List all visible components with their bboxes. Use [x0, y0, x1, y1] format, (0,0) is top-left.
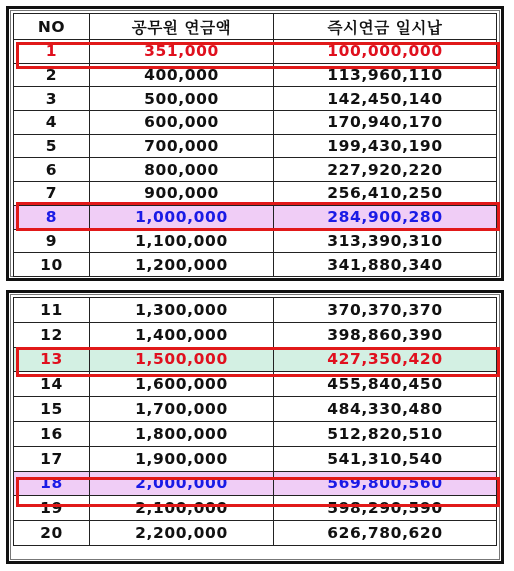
row-no: 7 — [14, 182, 90, 206]
table-header-row — [14, 14, 497, 40]
table-row — [14, 471, 497, 496]
table-body-bottom — [14, 298, 497, 546]
table-row — [14, 87, 497, 111]
row-pension-amount: 400,000 — [90, 63, 274, 87]
table-row — [14, 397, 497, 422]
row-lump-sum: 512,820,510 — [274, 421, 497, 446]
row-no: 17 — [14, 446, 90, 471]
row-no: 11 — [14, 298, 90, 323]
row-pension-amount: 1,400,000 — [90, 322, 274, 347]
row-no: 5 — [14, 134, 90, 158]
row-lump-sum: 626,780,620 — [274, 521, 497, 546]
row-lump-sum: 284,900,280 — [274, 205, 497, 229]
row-pension-amount: 1,000,000 — [90, 205, 274, 229]
table-row — [14, 205, 497, 229]
table-row — [14, 134, 497, 158]
table-row — [14, 446, 497, 471]
table-row — [14, 111, 497, 135]
table-row — [14, 40, 497, 64]
row-lump-sum: 113,960,110 — [274, 63, 497, 87]
row-no: 12 — [14, 322, 90, 347]
row-pension-amount: 1,700,000 — [90, 397, 274, 422]
row-no: 2 — [14, 63, 90, 87]
row-pension-amount: 1,100,000 — [90, 229, 274, 253]
row-no: 1 — [14, 40, 90, 64]
row-lump-sum: 569,800,560 — [274, 471, 497, 496]
table-row — [14, 182, 497, 206]
row-lump-sum: 100,000,000 — [274, 40, 497, 64]
row-lump-sum: 313,390,310 — [274, 229, 497, 253]
row-lump-sum: 370,370,370 — [274, 298, 497, 323]
table-row — [14, 521, 497, 546]
row-no: 4 — [14, 111, 90, 135]
table-row — [14, 421, 497, 446]
table-row — [14, 496, 497, 521]
table-row — [14, 229, 497, 253]
row-lump-sum: 199,430,190 — [274, 134, 497, 158]
row-lump-sum: 142,450,140 — [274, 87, 497, 111]
row-pension-amount: 600,000 — [90, 111, 274, 135]
row-no: 15 — [14, 397, 90, 422]
table-body-top — [14, 40, 497, 277]
top-table-panel — [6, 6, 504, 281]
row-pension-amount: 1,300,000 — [90, 298, 274, 323]
header-pension-amount: 공무원 연금액 — [90, 14, 274, 40]
row-lump-sum: 598,290,590 — [274, 496, 497, 521]
table-row — [14, 372, 497, 397]
row-pension-amount: 1,800,000 — [90, 421, 274, 446]
table-row — [14, 158, 497, 182]
row-no: 3 — [14, 87, 90, 111]
row-lump-sum: 398,860,390 — [274, 322, 497, 347]
row-no: 8 — [14, 205, 90, 229]
row-pension-amount: 1,600,000 — [90, 372, 274, 397]
row-lump-sum: 256,410,250 — [274, 182, 497, 206]
row-pension-amount: 2,100,000 — [90, 496, 274, 521]
row-no: 14 — [14, 372, 90, 397]
bottom-table-panel — [6, 290, 504, 564]
row-lump-sum: 227,920,220 — [274, 158, 497, 182]
row-pension-amount: 800,000 — [90, 158, 274, 182]
row-pension-amount: 1,200,000 — [90, 253, 274, 277]
row-no: 6 — [14, 158, 90, 182]
row-pension-amount: 2,200,000 — [90, 521, 274, 546]
table-row — [14, 347, 497, 372]
row-no: 10 — [14, 253, 90, 277]
row-lump-sum: 541,310,540 — [274, 446, 497, 471]
table-row — [14, 63, 497, 87]
row-lump-sum: 341,880,340 — [274, 253, 497, 277]
header-no: NO — [14, 14, 90, 40]
pension-table-bottom — [13, 297, 497, 546]
table-row — [14, 253, 497, 277]
row-pension-amount: 351,000 — [90, 40, 274, 64]
row-no: 19 — [14, 496, 90, 521]
row-pension-amount: 700,000 — [90, 134, 274, 158]
row-pension-amount: 2,000,000 — [90, 471, 274, 496]
row-no: 9 — [14, 229, 90, 253]
row-lump-sum: 170,940,170 — [274, 111, 497, 135]
row-pension-amount: 1,900,000 — [90, 446, 274, 471]
row-pension-amount: 900,000 — [90, 182, 274, 206]
row-lump-sum: 455,840,450 — [274, 372, 497, 397]
row-lump-sum: 427,350,420 — [274, 347, 497, 372]
row-pension-amount: 500,000 — [90, 87, 274, 111]
row-no: 16 — [14, 421, 90, 446]
row-no: 20 — [14, 521, 90, 546]
table-row — [14, 298, 497, 323]
header-lump-sum: 즉시연금 일시납 — [274, 14, 497, 40]
row-pension-amount: 1,500,000 — [90, 347, 274, 372]
row-no: 13 — [14, 347, 90, 372]
row-lump-sum: 484,330,480 — [274, 397, 497, 422]
row-no: 18 — [14, 471, 90, 496]
pension-table-top — [13, 13, 497, 277]
table-row — [14, 322, 497, 347]
